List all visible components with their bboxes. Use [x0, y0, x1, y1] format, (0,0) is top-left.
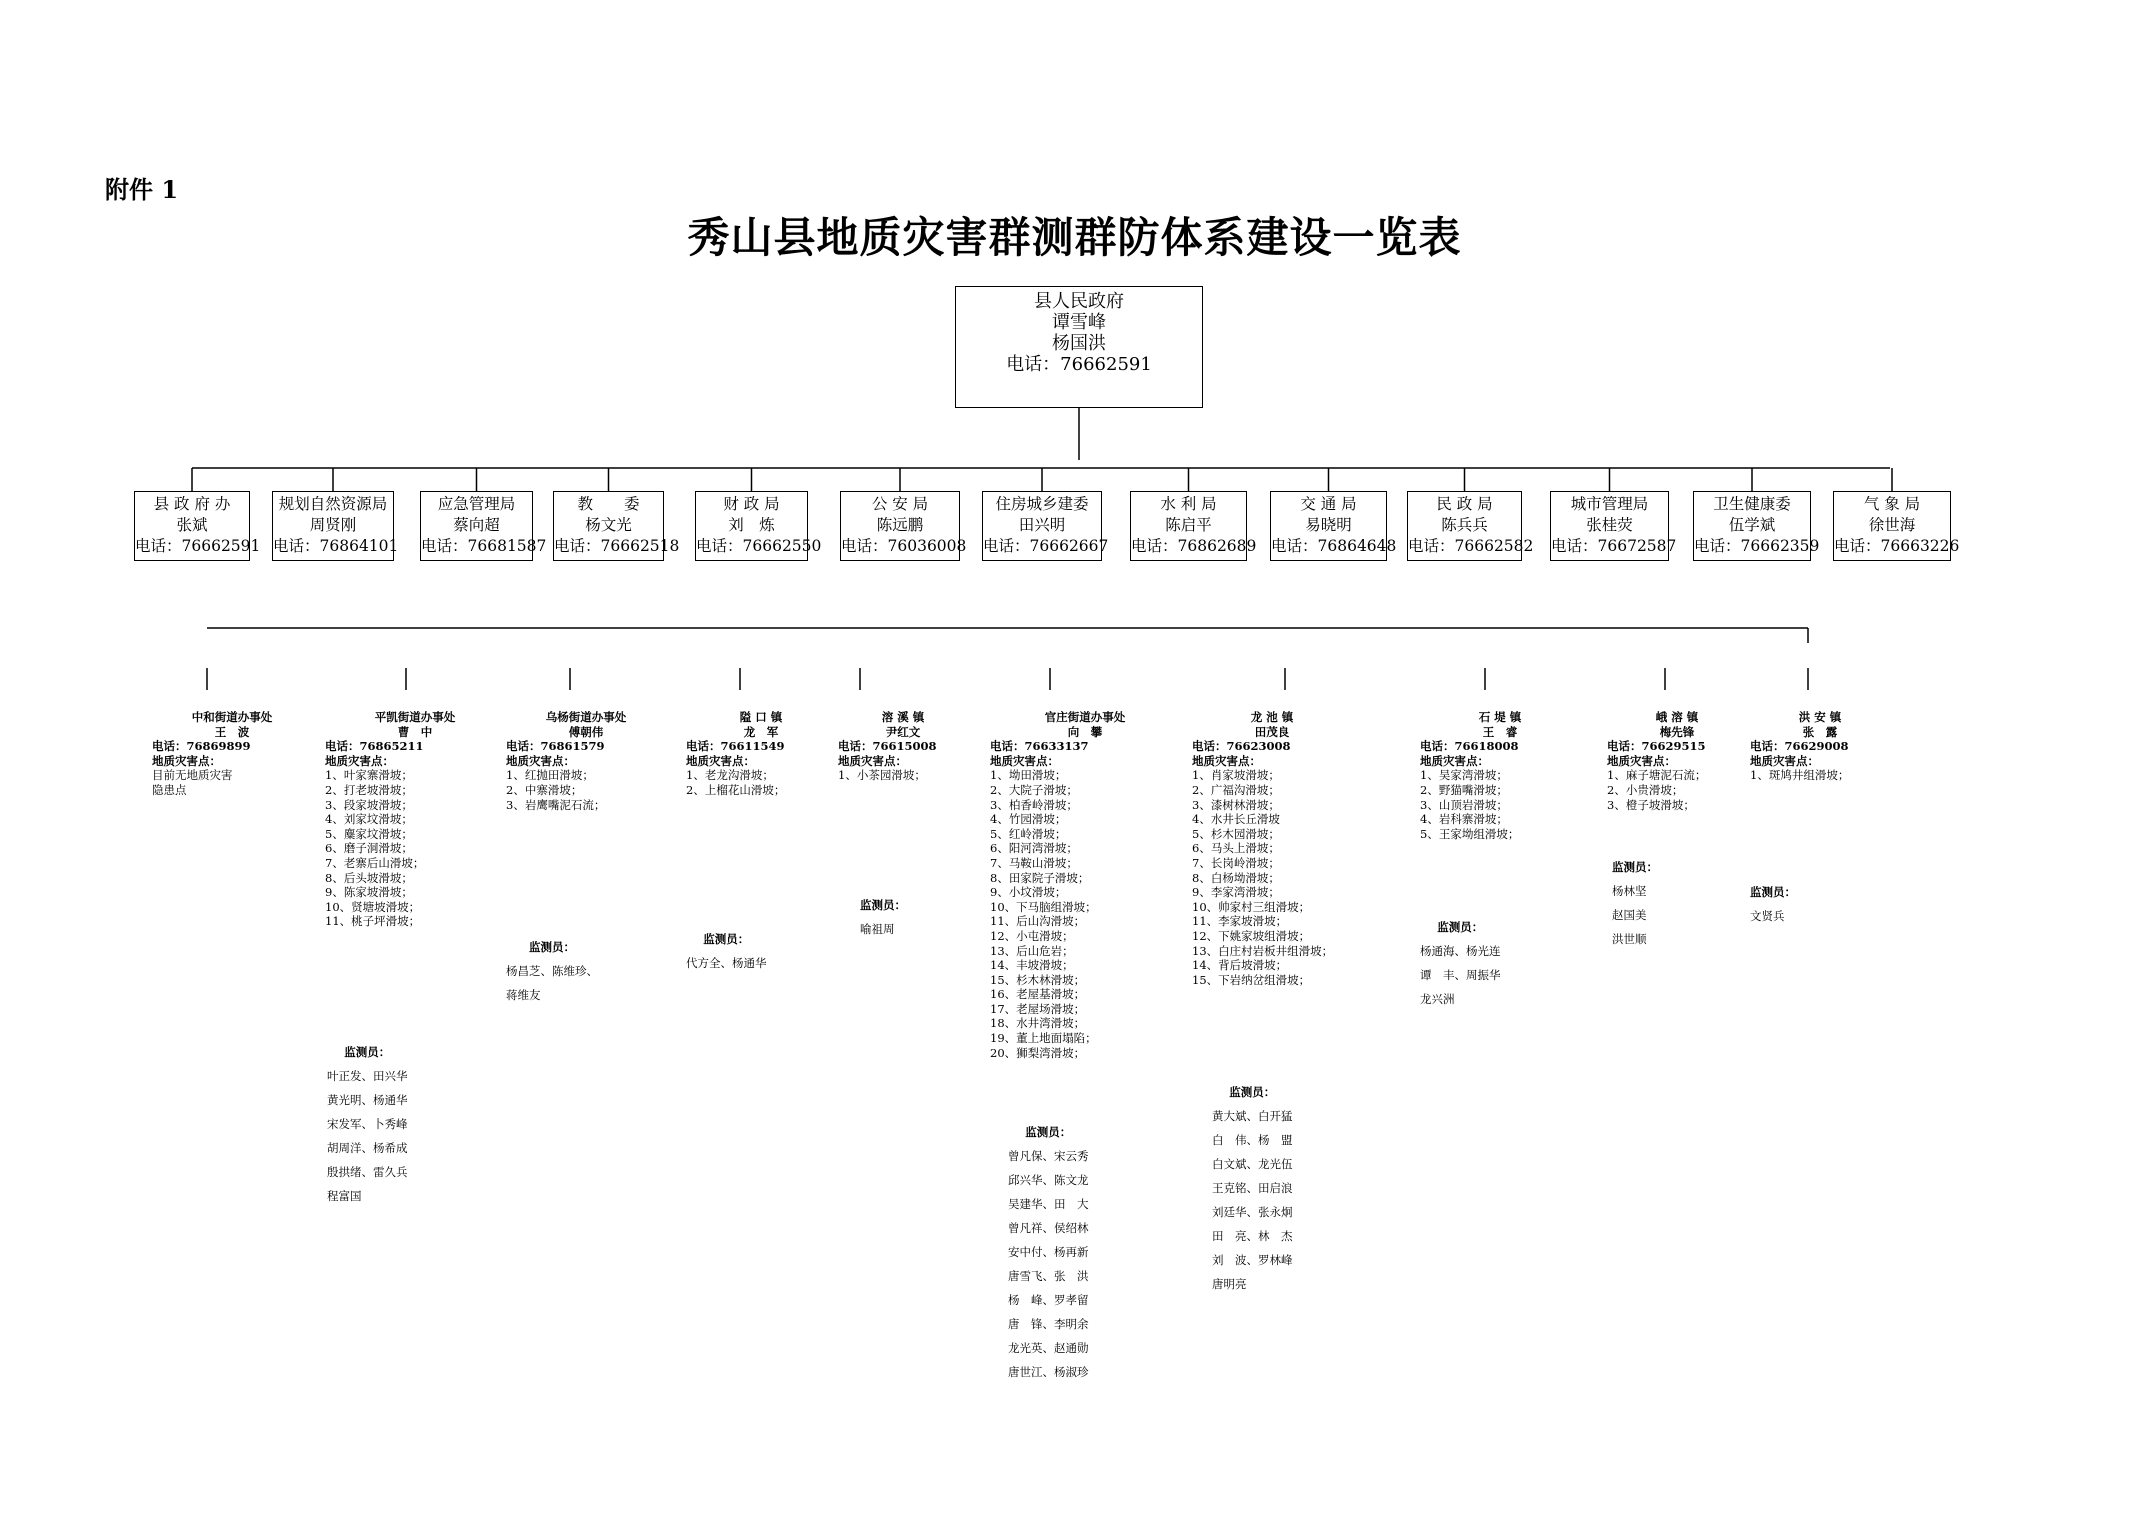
hazard-label: 地质灾害点：: [990, 753, 1059, 768]
department-phone: 电话：76662518: [554, 537, 680, 555]
hazard-label: 地质灾害点：: [1607, 753, 1676, 768]
town-column: [325, 710, 505, 929]
hazard-label: 地质灾害点：: [1192, 753, 1261, 768]
hazard-item: 1、肖家坡滑坡；: [1192, 768, 1280, 783]
department-box: [420, 491, 547, 561]
department-name: 县 政 府 办: [153, 495, 231, 513]
hazard-list: [506, 768, 666, 812]
monitor-label: 监测员：: [1750, 885, 1796, 899]
gov-leader-2: 杨国洪: [1052, 333, 1106, 354]
department-name: 气 象 局: [1863, 495, 1921, 513]
monitor-block: [1008, 1120, 1089, 1384]
monitor-label: 监测员：: [703, 932, 750, 946]
department-name: 住房城乡建委: [995, 495, 1089, 513]
town-name: 官庄街道办事处: [1044, 710, 1126, 724]
gov-name: 县人民政府: [1034, 291, 1124, 312]
hazard-item: 8、田家院子滑坡；: [990, 870, 1090, 885]
department-name: 规划自然资源局: [278, 495, 388, 513]
hazard-item: 3、柏香岭滑坡；: [990, 797, 1078, 812]
hazard-item: 6、磨子洞滑坡；: [325, 841, 413, 856]
hazard-item: 2、大院子滑坡；: [990, 782, 1078, 797]
department-head: 陈启平: [1165, 516, 1212, 534]
monitor-name: 赵国美: [1612, 908, 1647, 922]
monitor-name: 谭 丰、周振华: [1420, 968, 1501, 982]
hazard-label: 地质灾害点：: [686, 753, 755, 768]
hazard-item: 13、白庄村岩板井组滑坡；: [1192, 943, 1334, 958]
monitor-name: 王克铭、田启浪: [1212, 1181, 1293, 1195]
town-name: 乌杨街道办事处: [545, 710, 627, 724]
department-box: [553, 491, 680, 561]
hazard-item: 5、麋家坟滑坡；: [325, 826, 413, 841]
town-column: [686, 710, 836, 798]
department-head: 田兴明: [1018, 516, 1066, 534]
page-title: 秀山县地质灾害群测群防体系建设一览表: [687, 213, 1462, 262]
town-phone: 电话：76629008: [1750, 739, 1849, 754]
monitor-block: [686, 927, 767, 975]
hazard-item: 17、老屋场滑坡；: [990, 1001, 1086, 1016]
hazard-label: 地质灾害点：: [152, 753, 221, 768]
monitor-name: 文贤兵: [1750, 909, 1785, 923]
hazard-item: 10、帅家村三组滑坡；: [1192, 899, 1311, 914]
hazard-item: 6、马头上滑坡；: [1192, 841, 1280, 856]
monitor-name: 唐明亮: [1212, 1277, 1247, 1291]
hazard-item: 1、斑鸠井组滑坡；: [1750, 768, 1850, 783]
department-box: [1130, 491, 1257, 561]
town-phone: 电话：76633137: [990, 739, 1089, 754]
hazard-item: 1、小茶园滑坡；: [838, 768, 926, 783]
town-head: 龙 军: [743, 724, 779, 739]
hazard-list: [1192, 768, 1352, 987]
hazard-item: 15、下岩纳岔组滑坡；: [1192, 972, 1311, 987]
hazard-item: 5、杉木园滑坡；: [1192, 826, 1280, 841]
hazard-list: [325, 768, 505, 929]
monitor-name: 白文斌、龙光伍: [1212, 1157, 1293, 1171]
department-box: [1693, 491, 1820, 561]
hazard-item: 8、后头坡滑坡；: [325, 870, 413, 885]
hazard-item: 15、杉木林滑坡；: [990, 972, 1086, 987]
hazard-item: 隐患点: [152, 782, 187, 797]
town-column: [1420, 710, 1580, 841]
town-phone: 电话：76629515: [1607, 739, 1706, 754]
town-name: 石 堤 镇: [1478, 710, 1522, 724]
hazard-list: [1420, 768, 1580, 841]
town-head: 傅朝伟: [568, 724, 604, 739]
hazard-item: 目前无地质灾害: [152, 768, 233, 783]
monitor-name: 宋发军、卜秀峰: [327, 1117, 408, 1131]
hazard-item: 11、后山沟滑坡；: [990, 914, 1086, 929]
town-head: 王 波: [214, 724, 250, 739]
hazard-item: 2、广福沟滑坡；: [1192, 782, 1280, 797]
hazard-item: 12、小屯滑坡；: [990, 928, 1074, 943]
hazard-item: 7、马鞍山滑坡；: [990, 855, 1078, 870]
monitor-name: 程富国: [327, 1189, 362, 1203]
monitor-name: 唐 锋、李明余: [1008, 1317, 1089, 1331]
monitor-label: 监测员：: [529, 940, 575, 954]
monitor-label: 监测员：: [344, 1045, 391, 1059]
monitor-block: [1420, 915, 1501, 1011]
monitor-label: 监测员：: [860, 898, 906, 912]
hazard-list: [1607, 768, 1747, 812]
town-head: 向 攀: [1067, 724, 1103, 739]
monitor-block: [327, 1040, 408, 1208]
hazard-item: 8、白杨坳滑坡；: [1192, 870, 1280, 885]
department-name: 城市管理局: [1570, 495, 1649, 513]
department-phone: 电话：76663226: [1834, 537, 1960, 555]
town-head: 梅先锋: [1659, 724, 1695, 739]
hazard-list: [838, 768, 968, 783]
monitor-name: 刘廷华、张永炯: [1212, 1205, 1293, 1219]
hazard-list: [1750, 768, 1890, 783]
department-phone: 电话：76662359: [1694, 537, 1820, 555]
town-head: 王 睿: [1482, 724, 1518, 739]
monitor-name: 田 亮、林 杰: [1212, 1229, 1293, 1243]
town-name: 龙 池 镇: [1250, 710, 1294, 724]
monitor-block: [506, 935, 598, 1007]
hazard-item: 18、水井湾滑坡；: [990, 1016, 1086, 1031]
monitor-name: 黄光明、杨通华: [327, 1093, 408, 1107]
department-head: 伍学斌: [1728, 516, 1776, 534]
hazard-item: 13、后山危岩；: [990, 943, 1074, 958]
monitor-label: 监测员：: [1437, 920, 1484, 934]
monitor-block: [1750, 880, 1796, 928]
hazard-item: 3、橙子坡滑坡；: [1607, 797, 1695, 812]
hazard-item: 4、水井长丘滑坡: [1192, 812, 1280, 827]
department-box: [1270, 491, 1397, 561]
department-phone: 电话：76864648: [1271, 537, 1397, 555]
department-phone: 电话：76862689: [1131, 537, 1257, 555]
hazard-item: 2、上榴花山滑坡；: [686, 782, 786, 797]
monitor-name: 刘 波、罗林峰: [1212, 1253, 1293, 1267]
hazard-item: 11、李家坡滑坡；: [1192, 914, 1288, 929]
department-name: 卫生健康委: [1713, 495, 1791, 513]
department-head: 蔡向超: [453, 516, 500, 534]
department-name: 应急管理局: [437, 495, 516, 513]
monitor-name: 龙兴洲: [1420, 992, 1455, 1006]
town-column: [1750, 710, 1890, 783]
town-name: 峨 溶 镇: [1655, 710, 1699, 724]
monitor-name: 杨林坚: [1612, 884, 1647, 898]
hazard-item: 12、下姚家坡组滑坡；: [1192, 928, 1311, 943]
hazard-item: 5、红岭滑坡；: [990, 826, 1067, 841]
town-phone: 电话：76865211: [325, 739, 424, 754]
hazard-list: [990, 768, 1180, 1060]
department-box: [1407, 491, 1534, 561]
department-head: 张斌: [176, 516, 208, 534]
monitor-label: 监测员：: [1612, 860, 1658, 874]
hazard-item: 5、王家坳组滑坡；: [1420, 826, 1520, 841]
monitor-name: 曾凡保、宋云秀: [1008, 1149, 1089, 1163]
gov-phone: 电话：76662591: [1006, 354, 1152, 375]
gov-leader-1: 谭雪峰: [1052, 312, 1106, 333]
hazard-item: 1、吴家湾滑坡；: [1420, 768, 1508, 783]
department-name: 财 政 局: [723, 495, 780, 513]
hazard-item: 9、陈家坡滑坡；: [325, 885, 413, 900]
hazard-item: 20、狮梨湾滑坡；: [990, 1045, 1086, 1060]
hazard-item: 10、贤塘坡滑坡；: [325, 899, 421, 914]
department-box: [1550, 491, 1677, 561]
monitor-name: 唐雪飞、张 洪: [1008, 1269, 1089, 1283]
hazard-item: 4、刘家坟滑坡；: [325, 812, 413, 827]
department-phone: 电话：76662582: [1408, 537, 1534, 555]
town-name: 隘 口 镇: [739, 710, 783, 724]
monitor-name: 杨通海、杨光连: [1420, 944, 1501, 958]
department-head: 刘 炼: [728, 516, 775, 534]
county-government-box: [955, 286, 1203, 408]
monitor-name: 杨 峰、罗孝留: [1008, 1293, 1089, 1307]
department-phone: 电话：76662550: [696, 537, 822, 555]
hazard-item: 1、红抛田滑坡；: [506, 768, 594, 783]
monitor-block: [1612, 855, 1658, 951]
hazard-item: 6、阳河湾滑坡；: [990, 841, 1078, 856]
department-head: 张桂荧: [1586, 516, 1633, 534]
monitor-name: 洪世顺: [1612, 932, 1647, 946]
department-phone: 电话：76662667: [983, 537, 1109, 555]
town-phone: 电话：76861579: [506, 739, 605, 754]
town-head: 张 露: [1802, 724, 1838, 739]
town-phone: 电话：76615008: [838, 739, 937, 754]
town-column: [506, 710, 666, 812]
town-head: 曹 中: [397, 724, 433, 739]
town-name: 溶 溪 镇: [881, 710, 925, 724]
monitor-name: 邱兴华、陈文龙: [1008, 1173, 1089, 1187]
hazard-item: 1、叶家寨滑坡；: [325, 768, 413, 783]
hazard-item: 9、李家湾滑坡；: [1192, 885, 1280, 900]
monitor-name: 蒋维友: [506, 988, 541, 1002]
hazard-list: [152, 768, 312, 797]
monitor-block: [1212, 1080, 1293, 1296]
hazard-item: 10、下马脑组滑坡；: [990, 899, 1097, 914]
department-phone: 电话：76672587: [1551, 537, 1677, 555]
department-box: [982, 491, 1109, 561]
town-column: [1192, 710, 1352, 987]
hazard-item: 4、竹园滑坡；: [990, 812, 1067, 827]
town-phone: 电话：76869899: [152, 739, 251, 754]
monitor-name: 吴建华、田 大: [1008, 1197, 1089, 1211]
monitor-block: [860, 893, 906, 941]
hazard-item: 1、老龙沟滑坡；: [686, 768, 774, 783]
hazard-item: 11、桃子坪滑坡；: [325, 914, 421, 929]
hazard-item: 3、漆树林滑坡；: [1192, 797, 1280, 812]
hazard-label: 地质灾害点：: [838, 753, 907, 768]
hazard-item: 14、丰坡滑坡；: [990, 958, 1074, 973]
department-box: [134, 491, 261, 561]
department-name: 交 通 局: [1300, 495, 1357, 513]
hazard-item: 1、麻子塘泥石流；: [1607, 768, 1707, 783]
department-head: 杨文光: [585, 516, 632, 534]
hazard-item: 3、岩鹰嘴泥石流；: [506, 797, 606, 812]
town-column: [152, 710, 312, 798]
hazard-item: 2、小贵滑坡；: [1607, 782, 1684, 797]
town-column: [990, 710, 1180, 1060]
town-head: 尹红文: [885, 724, 921, 739]
monitor-name: 白 伟、杨 盟: [1212, 1133, 1293, 1147]
department-head: 陈远鹏: [876, 516, 924, 534]
monitor-label: 监测员：: [1229, 1085, 1276, 1099]
hazard-item: 2、中寨滑坡；: [506, 782, 583, 797]
town-name: 中和街道办事处: [191, 710, 273, 724]
hazard-item: 7、老寨后山滑坡；: [325, 855, 425, 870]
department-phone: 电话：76681587: [421, 537, 547, 555]
monitor-name: 殷拱绪、雷久兵: [327, 1165, 408, 1179]
monitor-name: 叶正发、田兴华: [327, 1069, 408, 1083]
hazard-item: 2、野猫嘴滑坡；: [1420, 782, 1508, 797]
hazard-item: 19、董上地面塌陷；: [990, 1031, 1097, 1046]
department-phone: 电话：76864101: [273, 537, 399, 555]
town-phone: 电话：76611549: [686, 739, 785, 754]
hazard-item: 1、坳田滑坡；: [990, 768, 1067, 783]
monitor-name: 代方全、杨通华: [686, 956, 767, 970]
department-name: 水 利 局: [1160, 495, 1217, 513]
hazard-item: 16、老屋基滑坡；: [990, 987, 1086, 1002]
town-phone: 电话：76623008: [1192, 739, 1291, 754]
department-name: 公 安 局: [871, 495, 929, 513]
town-phone: 电话：76618008: [1420, 739, 1519, 754]
town-column: [838, 710, 968, 783]
monitor-name: 龙光英、赵通勋: [1008, 1341, 1089, 1355]
hazard-label: 地质灾害点：: [1750, 753, 1819, 768]
town-column: [1607, 710, 1747, 812]
department-name: 民 政 局: [1436, 495, 1493, 513]
department-head: 周贤刚: [309, 516, 357, 534]
hazard-item: 3、山顶岩滑坡；: [1420, 797, 1508, 812]
monitor-name: 唐世江、杨淑珍: [1008, 1365, 1089, 1379]
department-phone: 电话：76662591: [135, 537, 261, 555]
department-box: [695, 491, 822, 561]
monitor-label: 监测员：: [1025, 1125, 1072, 1139]
hazard-label: 地质灾害点：: [506, 753, 575, 768]
hazard-label: 地质灾害点：: [325, 753, 394, 768]
monitor-name: 黄大斌、白开猛: [1212, 1109, 1293, 1123]
hazard-item: 3、段家坡滑坡；: [325, 797, 413, 812]
hazard-item: 9、小坟滑坡；: [990, 885, 1067, 900]
monitor-name: 胡周洋、杨希成: [327, 1141, 408, 1155]
department-phone: 电话：76036008: [841, 537, 967, 555]
hazard-item: 2、打老坡滑坡；: [325, 782, 413, 797]
monitor-name: 曾凡祥、侯绍林: [1008, 1221, 1089, 1235]
monitor-name: 喻祖周: [860, 922, 895, 936]
town-name: 洪 安 镇: [1798, 710, 1842, 724]
department-box: [272, 491, 399, 561]
department-name: 教 委: [577, 495, 640, 513]
attachment-label: 附件 1: [105, 175, 179, 204]
monitor-name: 安中付、杨再新: [1008, 1245, 1089, 1259]
hazard-item: 7、长岗岭滑坡；: [1192, 855, 1280, 870]
department-head: 陈兵兵: [1441, 516, 1488, 534]
department-box: [840, 491, 967, 561]
hazard-list: [686, 768, 836, 797]
town-name: 平凯街道办事处: [374, 710, 456, 724]
department-head: 易晓明: [1305, 516, 1352, 534]
hazard-item: 4、岩科寨滑坡；: [1420, 812, 1508, 827]
department-box: [1833, 491, 1960, 561]
hazard-label: 地质灾害点：: [1420, 753, 1489, 768]
hazard-item: 14、背后坡滑坡；: [1192, 958, 1288, 973]
monitor-name: 杨昌芝、陈维珍、: [506, 964, 598, 978]
town-head: 田茂良: [1254, 724, 1290, 739]
department-head: 徐世海: [1868, 516, 1916, 534]
